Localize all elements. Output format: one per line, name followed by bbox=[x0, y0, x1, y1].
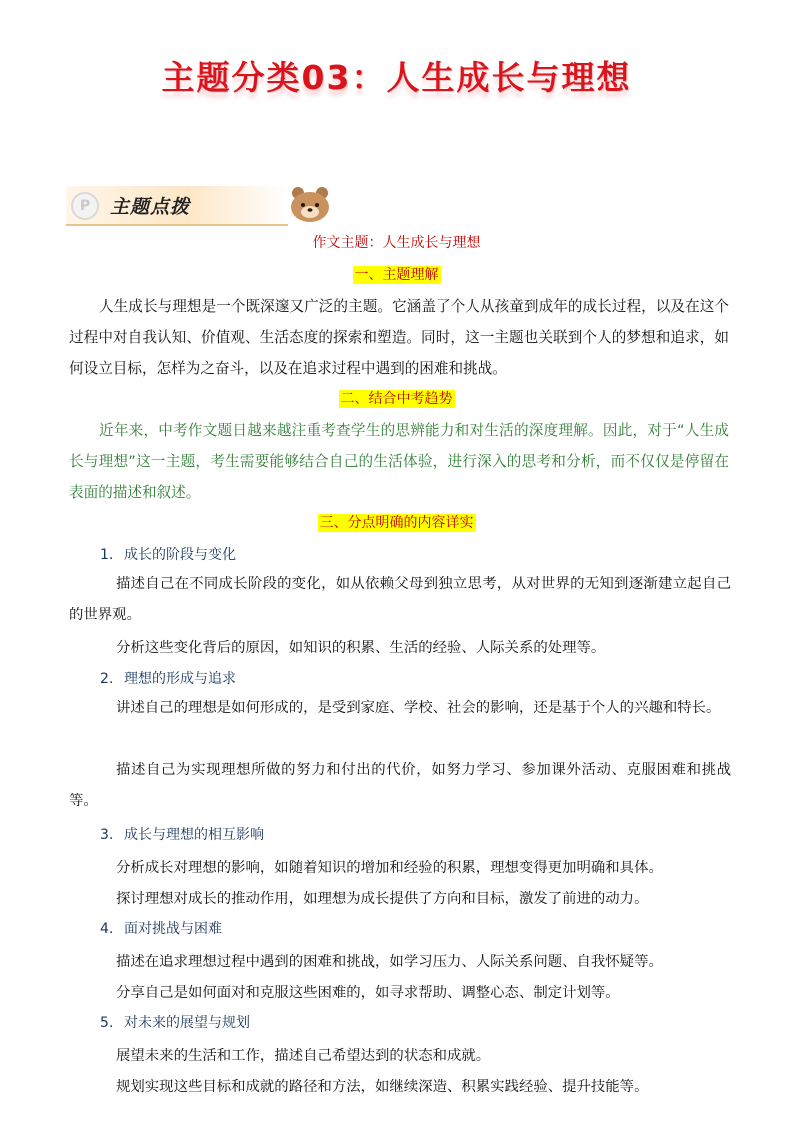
item-heading: 3. 成长与理想的相互影响 bbox=[100, 827, 264, 843]
item-heading: 5. 对未来的展望与规划 bbox=[100, 1015, 250, 1031]
item-line: 描述自己为实现理想所做的努力和付出的代价，如努力学习、参加课外活动、克服困难和挑战等。 bbox=[69, 762, 731, 809]
item-line: 分析成长对理想的影响，如随着知识的增加和经验的积累，理想变得更加明确和具体。 bbox=[116, 860, 663, 876]
section-heading-1: 一、主题理解 bbox=[354, 267, 439, 283]
bear-mascot-icon bbox=[286, 184, 334, 224]
section-heading-3: 三、分点明确的内容详实 bbox=[319, 515, 474, 531]
page-title: 主题分类03：人生成长与理想 bbox=[161, 58, 632, 97]
section-heading-2: 二、结合中考趋势 bbox=[340, 391, 453, 407]
item-line: 讲述自己的理想是如何形成的，是受到家庭、学校、社会的影响，还是基于个人的兴趣和特长。 bbox=[116, 700, 721, 716]
item-line: 描述在追求理想过程中遇到的困难和挑战，如学习压力、人际关系问题、自我怀疑等。 bbox=[116, 954, 663, 970]
coin-icon: P bbox=[71, 192, 99, 220]
item-line: 分享自己是如何面对和克服这些困难的，如寻求帮助、调整心态、制定计划等。 bbox=[116, 985, 620, 1001]
item-line: 描述自己在不同成长阶段的变化，如从依赖父母到独立思考，从对世界的无知到逐渐建立起自己的世界观。 bbox=[69, 576, 731, 623]
item-line: 展望未来的生活和工作，描述自己希望达到的状态和成就。 bbox=[116, 1048, 491, 1064]
item-line: 分析这些变化背后的原因，如知识的积累、生活的经验、人际关系的处理等。 bbox=[116, 640, 606, 656]
item-heading: 1. 成长的阶段与变化 bbox=[100, 547, 236, 563]
section-1-text: 人生成长与理想是一个既深邃又广泛的主题。它涵盖了个人从孩童到成年的成长过程，以及在这个过程中对自我认知、价值观、生活态度的探索和塑造。同时，这一主题也关联到个人的梦想和追求，如何设立目标，怎样为之奋斗，以及在追求过程中遇到的困难和挑战。 bbox=[69, 298, 729, 377]
item-heading: 2. 理想的形成与追求 bbox=[100, 671, 236, 687]
item-line: 探讨理想对成长的推动作用，如理想为成长提供了方向和目标，激发了前进的动力。 bbox=[116, 891, 649, 907]
item-heading: 4. 面对挑战与困难 bbox=[100, 921, 222, 937]
section-2-text: 近年来，中考作文题日越来越注重考查学生的思辨能力和对生活的深度理解。因此，对于“人生成长与理想”这一主题，考生需要能够结合自己的生活体验，进行深入的思考和分析，而不仅仅是停留在表面的描述和叙述。 bbox=[69, 422, 729, 501]
topic-banner bbox=[66, 186, 288, 226]
banner-label: 主题点拨 bbox=[110, 196, 191, 218]
item-line: 规划实现这些目标和成就的路径和方法，如继续深造、积累实践经验、提升技能等。 bbox=[116, 1079, 649, 1095]
essay-theme: 作文主题：人生成长与理想 bbox=[312, 235, 481, 251]
